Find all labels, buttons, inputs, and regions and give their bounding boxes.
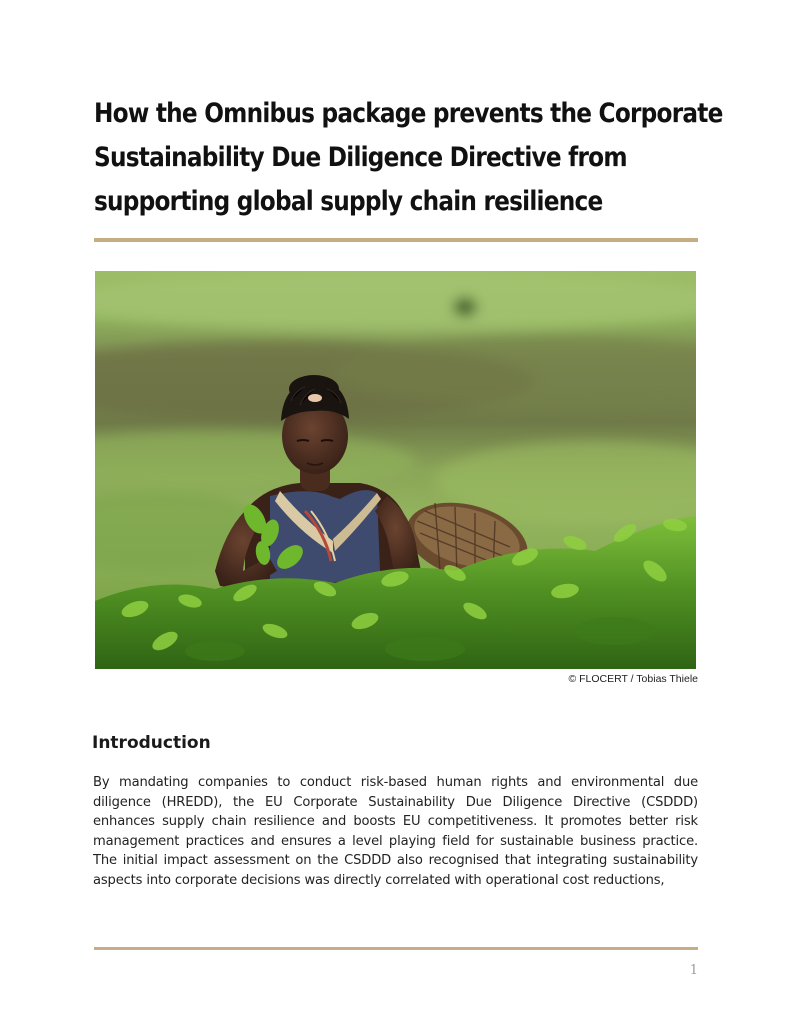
- body-paragraph: By mandating companies to conduct risk-based human rights and environmental due diligence (HREDD), the EU Corporate Sustainability Due Diligence Directive (CSDDD) enhances supply chain resilience and boosts EU competitiveness. It promotes better risk management practices and ensures a level playing field for sustainable business practice. The initial impact assessment on the CSDDD also recognised that integrating sustainability aspects into corporate decisions was directly correlated with operational cost reductions,: [93, 775, 698, 888]
- section-heading: Introduction: [92, 733, 211, 753]
- photo-credit: © FLOCERT / Tobias Thiele: [568, 673, 698, 685]
- title-line-1: How the Omnibus package prevents the Corporate: [94, 98, 723, 129]
- title-divider: [94, 238, 698, 242]
- title-line-2: Sustainability Due Diligence Directive from: [94, 142, 627, 173]
- footer-divider: [94, 947, 698, 950]
- title-line-3: supporting global supply chain resilience: [94, 186, 603, 217]
- page-number: 1: [689, 963, 698, 978]
- tea-picker-photo: [95, 271, 696, 669]
- document-title: [94, 92, 723, 224]
